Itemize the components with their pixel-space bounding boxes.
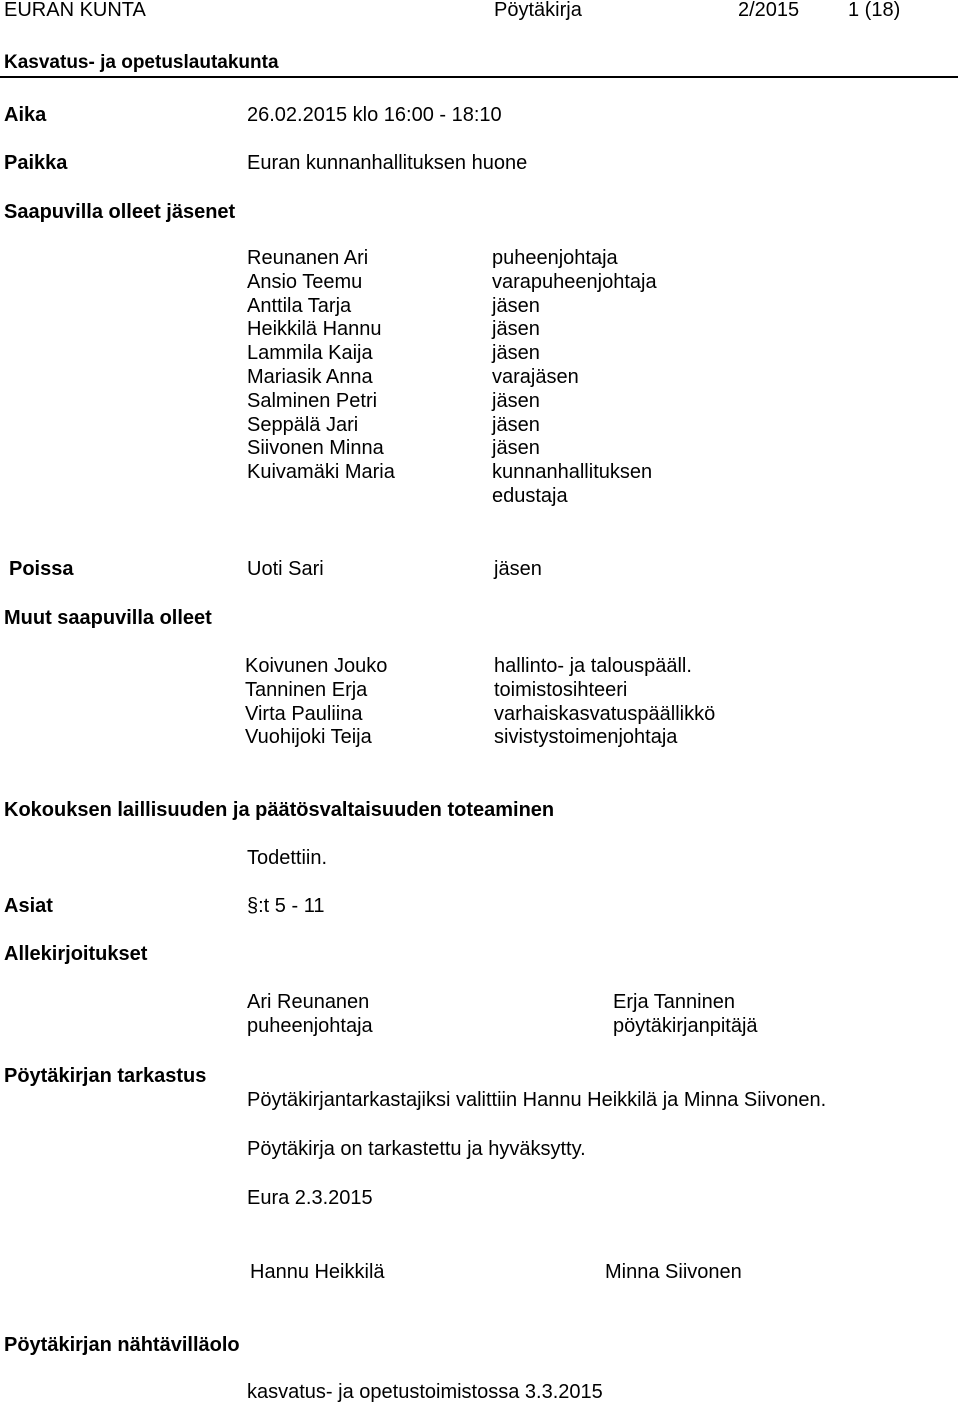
member-role: jäsen [492,342,540,365]
member-name: Mariasik Anna [247,365,373,388]
board-name: Kasvatus- ja opetuslautakunta [4,52,279,73]
others-names-list [245,655,387,750]
member-role-continuation: edustaja [492,484,568,507]
municipality-name: EURAN KUNTA [4,0,146,21]
absent-label: Poissa [9,558,74,580]
other-role: sivistystoimenjohtaja [494,726,678,749]
time-value: 26.02.2015 klo 16:00 - 18:10 [247,104,502,126]
member-role: jäsen [492,437,540,460]
chair-name: Ari Reunanen [247,991,370,1013]
member-name: Anttila Tarja [247,294,352,317]
member-role: kunnanhallituksen [492,461,653,484]
document-type: Pöytäkirja [494,0,582,21]
page-info: 1 (18) [848,0,901,21]
reviewer-1-name: Hannu Heikkilä [250,1261,385,1283]
display-label: Pöytäkirjan nähtävilläolo [4,1334,240,1356]
secretary-role: pöytäkirjanpitäjä [613,1015,758,1037]
items-range: :t 5 - 11 [258,895,325,917]
member-name: Reunanen Ari [247,247,369,269]
present-roles-list [492,247,657,509]
member-role: jäsen [492,413,540,436]
other-role: varhaiskasvatuspäällikkö [494,702,716,725]
other-name: Virta Pauliina [245,702,363,725]
present-members-label: Saapuvilla olleet jäsenet [4,201,236,223]
secretary-name: Erja Tanninen [613,991,735,1013]
items-value [247,894,324,918]
chair-role: puheenjohtaja [247,1015,373,1037]
member-role: varapuheenjohtaja [492,270,657,293]
other-name: Vuohijoki Teija [245,726,372,749]
member-role: puheenjohtaja [492,247,618,269]
header-divider [0,76,958,78]
member-role: jäsen [492,294,540,317]
other-name: Tanninen Erja [245,678,368,701]
present-names-list [247,247,395,485]
other-role: toimistosihteeri [494,678,628,701]
section-sign-icon: § [247,895,259,917]
display-value: kasvatus- ja opetustoimistossa 3.3.2015 [247,1381,603,1403]
absent-role: jäsen [494,558,542,580]
document-number: 2/2015 [738,0,800,21]
other-role: hallinto- ja talouspääll. [494,655,692,677]
reviewer-2-name: Minna Siivonen [605,1261,742,1283]
member-name: Kuivamäki Maria [247,461,395,484]
member-role: varajäsen [492,365,579,388]
place-label: Paikka [4,152,68,174]
items-label: Asiat [4,895,53,917]
others-present-label: Muut saapuvilla olleet [4,607,212,629]
member-name: Salminen Petri [247,389,378,412]
quorum-value: Todettiin. [247,847,328,869]
others-roles-list [494,655,715,750]
review-label: Pöytäkirjan tarkastus [4,1065,207,1087]
time-label: Aika [4,104,47,126]
quorum-label: Kokouksen laillisuuden ja päätösvaltaisuuden toteaminen [4,799,555,821]
review-place-date: Eura 2.3.2015 [247,1187,373,1209]
member-name: Seppälä Jari [247,413,359,436]
member-name: Siivonen Minna [247,437,384,460]
member-name: Ansio Teemu [247,270,363,293]
member-name: Lammila Kaija [247,342,373,365]
member-role: jäsen [492,389,540,412]
review-text-approved: Pöytäkirja on tarkastettu ja hyväksytty. [247,1138,586,1160]
signatures-label: Allekirjoitukset [4,943,148,965]
member-name: Heikkilä Hannu [247,318,382,341]
absent-name: Uoti Sari [247,558,324,580]
place-value: Euran kunnanhallituksen huone [247,152,528,174]
other-name: Koivunen Jouko [245,655,388,677]
review-text-reviewers: Pöytäkirjantarkastajiksi valittiin Hannu Heikkilä ja Minna Siivonen. [247,1089,827,1111]
member-role: jäsen [492,318,540,341]
